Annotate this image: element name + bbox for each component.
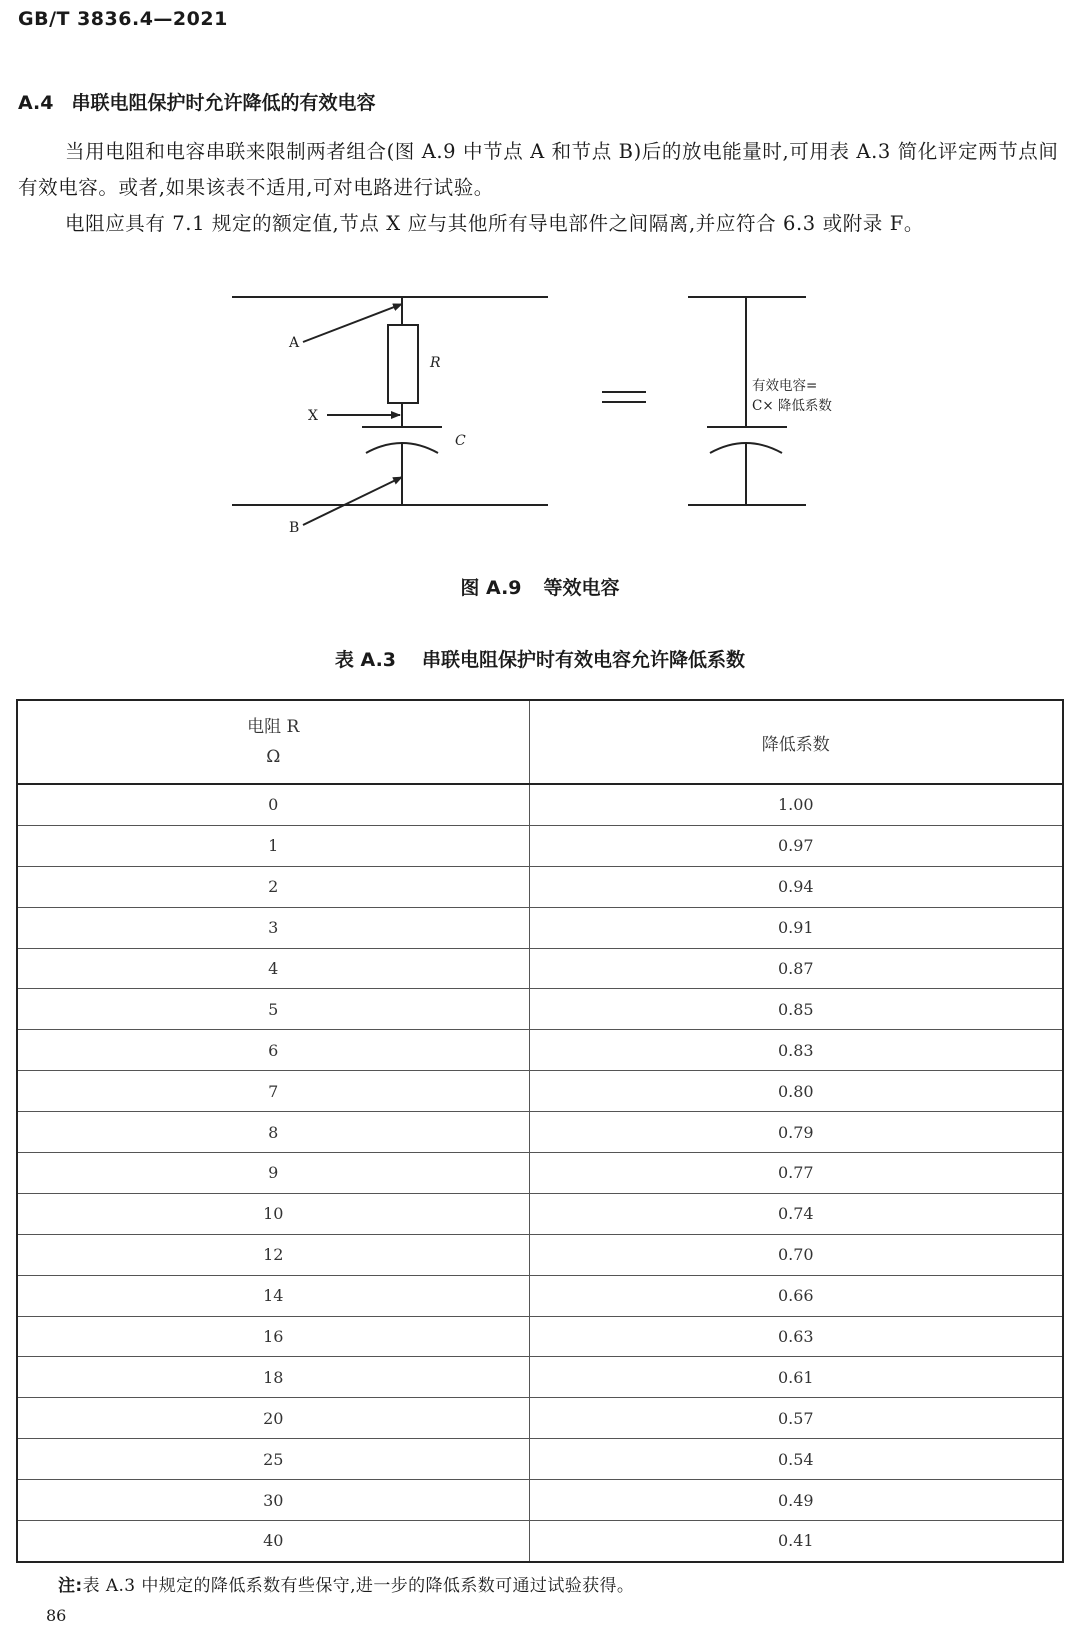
cell-reduction-factor: 1.00 [529,784,1063,825]
cell-reduction-factor: 0.85 [529,989,1063,1030]
cell-resistance: 5 [17,989,529,1030]
cell-resistance: 12 [17,1234,529,1275]
table-caption [0,645,1080,672]
cell-reduction-factor: 0.83 [529,1030,1063,1071]
cell-resistance: 18 [17,1357,529,1398]
table-row [17,989,1063,1030]
cell-reduction-factor: 0.79 [529,1112,1063,1153]
label-node-x: X [308,408,318,424]
table-row [17,1480,1063,1521]
cell-reduction-factor: 0.77 [529,1153,1063,1194]
label-node-b: B [289,520,300,536]
table-row [17,1193,1063,1234]
table-row [17,1275,1063,1316]
cell-resistance: 16 [17,1316,529,1357]
cell-resistance: 7 [17,1071,529,1112]
section-heading [18,88,376,115]
paragraph-1: 当用电阻和电容串联来限制两者组合(图 A.9 中节点 A 和节点 B)后的放电能量时,可用表 A.3 简化评定两节点间有效电容。或者,如果该表不适用,可对电路进行试验。 [18,140,1059,199]
cell-resistance: 2 [17,866,529,907]
cell-reduction-factor: 0.61 [529,1357,1063,1398]
figure-caption [0,573,1080,600]
cell-resistance: 3 [17,907,529,948]
arrow-node-b [303,477,402,525]
table-row [17,1234,1063,1275]
cell-reduction-factor: 0.80 [529,1071,1063,1112]
cell-reduction-factor: 0.91 [529,907,1063,948]
table-row [17,825,1063,866]
section-number: A.4 [18,92,54,114]
figure-title: 等效电容 [543,577,620,599]
table-row [17,1439,1063,1480]
cell-resistance: 6 [17,1030,529,1071]
equivalent-capacitance-diagram [0,270,1080,540]
figure-number: 图 A.9 [460,577,522,599]
table-row [17,1153,1063,1194]
cell-reduction-factor: 0.57 [529,1398,1063,1439]
header-resistance-unit: Ω [266,747,281,767]
note-label: 注: [58,1576,83,1596]
table-row [17,1521,1063,1562]
section-title: 串联电阻保护时允许降低的有效电容 [71,92,376,114]
cell-resistance: 1 [17,825,529,866]
table-row [17,948,1063,989]
document-header: GB/T 3836.4—2021 [18,8,228,30]
cell-reduction-factor: 0.70 [529,1234,1063,1275]
cell-reduction-factor: 0.54 [529,1439,1063,1480]
cell-resistance: 9 [17,1153,529,1194]
cell-reduction-factor: 0.49 [529,1480,1063,1521]
table-row [17,1071,1063,1112]
cell-reduction-factor: 0.74 [529,1193,1063,1234]
table-row [17,907,1063,948]
note-text: 表 A.3 中规定的降低系数有些保守,进一步的降低系数可通过试验获得。 [82,1576,635,1596]
cell-resistance: 0 [17,784,529,825]
cell-reduction-factor: 0.87 [529,948,1063,989]
reduction-factor-table [16,699,1064,1563]
cell-resistance: 30 [17,1480,529,1521]
cell-resistance: 10 [17,1193,529,1234]
table-row [17,1316,1063,1357]
page-number: 86 [46,1606,67,1625]
header-resistance-label: 电阻 R [247,717,300,737]
table-row [17,866,1063,907]
table-row [17,1112,1063,1153]
paragraph-2: 电阻应具有 7.1 规定的额定值,节点 X 应与其他所有导电部件之间隔离,并应符合 6.3 或附录 F。 [65,212,924,235]
cell-reduction-factor: 0.94 [529,866,1063,907]
cell-resistance: 14 [17,1275,529,1316]
header-resistance [17,700,529,784]
cell-reduction-factor: 0.63 [529,1316,1063,1357]
table-title: 串联电阻保护时有效电容允许降低系数 [422,649,746,671]
table-note [58,1571,634,1596]
cell-resistance: 40 [17,1521,529,1562]
header-reduction-factor: 降低系数 [529,700,1063,784]
resistor-symbol [388,325,418,403]
table-number: 表 A.3 [334,649,397,671]
cell-resistance: 4 [17,948,529,989]
label-capacitor: C [455,433,466,449]
table-row [17,1398,1063,1439]
table-row [17,1030,1063,1071]
cell-resistance: 20 [17,1398,529,1439]
label-equiv-line1: 有效电容= [752,378,818,394]
table-row [17,1357,1063,1398]
cell-reduction-factor: 0.66 [529,1275,1063,1316]
label-node-a: A [289,335,300,351]
label-resistor: R [430,355,441,371]
cell-reduction-factor: 0.97 [529,825,1063,866]
cell-resistance: 8 [17,1112,529,1153]
table-row [17,784,1063,825]
cell-resistance: 25 [17,1439,529,1480]
label-equiv-line2: C× 降低系数 [752,398,832,414]
cell-reduction-factor: 0.41 [529,1521,1063,1562]
